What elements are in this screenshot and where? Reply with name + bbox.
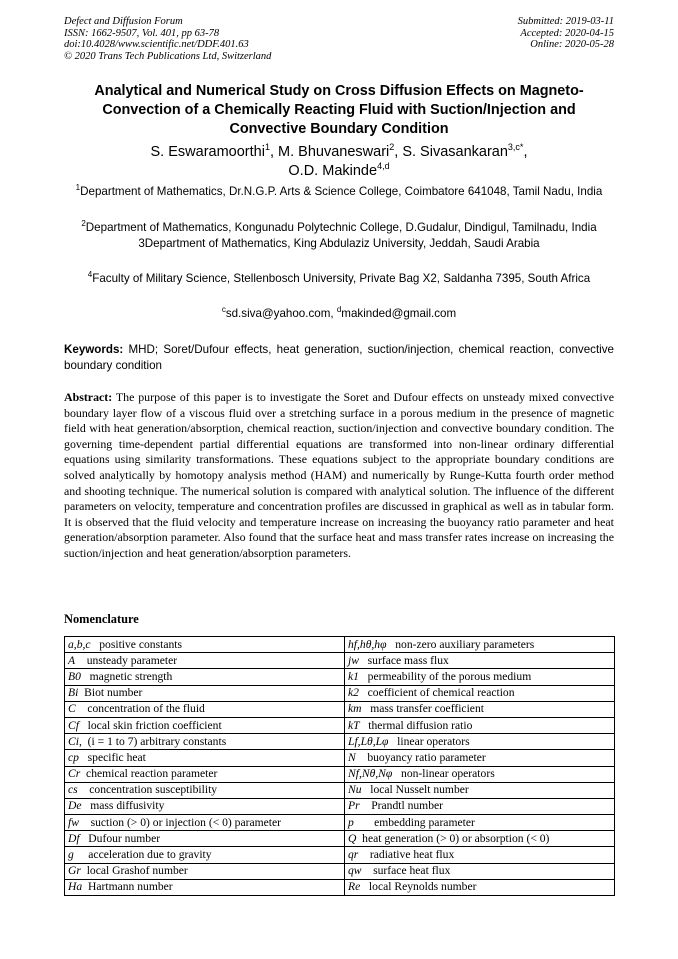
symbol-description: mass transfer coefficient xyxy=(361,702,484,716)
nomenclature-cell xyxy=(65,669,345,685)
table-row xyxy=(65,734,615,750)
nomenclature-cell xyxy=(345,863,615,879)
author-separator: , xyxy=(523,144,528,160)
symbol: cp xyxy=(68,750,79,764)
symbol-description: radiative heat flux xyxy=(358,848,455,862)
nomenclature-cell xyxy=(345,637,615,653)
symbol: cs xyxy=(68,783,78,797)
symbol-description: chemical reaction parameter xyxy=(80,767,218,781)
symbol: Nu xyxy=(348,783,362,797)
affiliation-text: Department of Mathematics, Dr.N.G.P. Arts & Science College, Coimbatore 641048, Tamil Nadu, India xyxy=(80,185,603,198)
symbol-description: coefficient of chemical reaction xyxy=(358,686,515,700)
symbol-description: local skin friction coefficient xyxy=(78,718,222,732)
nomenclature-cell xyxy=(65,685,345,701)
symbol-description: heat generation (> 0) or absorption (< 0) xyxy=(356,831,550,845)
email-address[interactable]: sd.siva@yahoo.com xyxy=(225,307,331,320)
symbol-description: positive constants xyxy=(90,637,183,651)
author-affil-sup: 3,c* xyxy=(507,142,524,153)
nomenclature-cell xyxy=(345,782,615,798)
accepted-date: Accepted: 2020-04-15 xyxy=(520,27,614,39)
nomenclature-cell xyxy=(345,831,615,847)
nomenclature-cell xyxy=(65,734,345,750)
journal-header xyxy=(64,16,271,62)
symbol-description: , (i = 1 to 7) arbitrary constants xyxy=(78,734,227,748)
symbol-description: thermal diffusion ratio xyxy=(359,718,473,732)
symbol: Ci xyxy=(68,734,79,748)
nomenclature-cell xyxy=(65,766,345,782)
symbol: Ha xyxy=(68,880,83,894)
symbol: Bi xyxy=(68,686,79,700)
nomenclature-body xyxy=(65,637,615,896)
table-row xyxy=(65,847,615,863)
symbol-description: concentration susceptibility xyxy=(77,783,218,797)
symbol: jw xyxy=(348,653,359,667)
symbol-description: buoyancy ratio parameter xyxy=(355,750,486,764)
nomenclature-cell xyxy=(65,637,345,653)
symbol-description: local Nusselt number xyxy=(361,783,469,797)
affiliation-2 xyxy=(64,220,614,251)
symbol: B0 xyxy=(68,669,81,683)
nomenclature-cell xyxy=(345,750,615,766)
symbol: Pr xyxy=(348,799,360,813)
author-name: , M. Bhuvaneswari xyxy=(269,144,390,160)
keywords-label: Keywords: xyxy=(64,343,124,356)
nomenclature-cell xyxy=(65,879,345,895)
nomenclature-cell xyxy=(65,782,345,798)
dates-header xyxy=(518,16,614,51)
symbol: C xyxy=(68,702,76,716)
nomenclature-cell xyxy=(65,847,345,863)
keywords-text: MHD; Soret/Dufour effects, heat generation, suction/injection, chemical reaction, convective boundary condition xyxy=(64,343,614,372)
affiliation-sup: 1 xyxy=(75,183,81,193)
nomenclature-table xyxy=(64,636,615,896)
nomenclature-cell xyxy=(65,750,345,766)
symbol-description: local Reynolds number xyxy=(360,880,477,894)
nomenclature-cell xyxy=(345,669,615,685)
table-row xyxy=(65,701,615,717)
nomenclature-cell xyxy=(65,798,345,814)
symbol: qr xyxy=(348,848,359,862)
symbol-description: Biot number xyxy=(78,686,143,700)
nomenclature-cell xyxy=(65,653,345,669)
symbol: Lf,Lθ,Lφ xyxy=(348,734,389,748)
table-row xyxy=(65,717,615,733)
nomenclature-cell xyxy=(345,717,615,733)
affiliation-sup: 4 xyxy=(87,270,93,280)
symbol-description: surface heat flux xyxy=(361,864,451,878)
table-row xyxy=(65,653,615,669)
symbol: Cf xyxy=(68,718,79,732)
symbol: k2 xyxy=(348,686,359,700)
author-affil-sup: 4,d xyxy=(377,161,390,172)
table-row xyxy=(65,863,615,879)
nomenclature-cell xyxy=(65,701,345,717)
symbol-description: local Grashof number xyxy=(80,864,188,878)
nomenclature-cell xyxy=(65,831,345,847)
symbol: A xyxy=(68,653,76,667)
email-address[interactable]: makinded@gmail.com xyxy=(341,307,457,320)
keywords-paragraph xyxy=(64,342,614,374)
symbol-description: acceleration due to gravity xyxy=(73,848,212,862)
table-row xyxy=(65,750,615,766)
abstract-paragraph xyxy=(64,390,614,562)
symbol-description: permeability of the porous medium xyxy=(358,669,532,683)
nomenclature-cell xyxy=(345,879,615,895)
nomenclature-cell xyxy=(345,815,615,831)
symbol: Nf,Nθ,Nφ xyxy=(348,767,393,781)
table-row xyxy=(65,879,615,895)
symbol: fw xyxy=(68,815,79,829)
symbol-description: Dufour number xyxy=(79,831,161,845)
symbol: Df xyxy=(68,831,80,845)
nomenclature-cell xyxy=(345,685,615,701)
journal-name: Defect and Diffusion Forum xyxy=(64,16,183,27)
symbol-description: mass diffusivity xyxy=(81,799,165,813)
symbol-description: non-zero auxiliary parameters xyxy=(386,637,535,651)
abstract-label: Abstract: xyxy=(64,390,113,404)
submitted-date: Submitted: 2019-03-11 xyxy=(517,16,614,27)
email-sup: c xyxy=(221,305,226,315)
symbol: De xyxy=(68,799,82,813)
affiliation-text: Faculty of Military Science, Stellenbosch University, Private Bag X2, Saldanha 7395, South Africa xyxy=(92,272,591,285)
author-name: O.D. Makinde xyxy=(288,163,378,179)
table-row xyxy=(65,685,615,701)
symbol-description: surface mass flux xyxy=(358,653,449,667)
journal-issn: ISSN: 1662-9507, Vol. 401, pp 63-78 xyxy=(64,27,220,39)
symbol-description: non-linear operators xyxy=(392,767,495,781)
author-list xyxy=(64,143,614,181)
nomenclature-cell xyxy=(345,734,615,750)
symbol: km xyxy=(348,702,362,716)
author-name: S. Eswaramoorthi xyxy=(150,144,265,160)
affiliation-1 xyxy=(64,184,614,200)
symbol-description: magnetic strength xyxy=(80,669,173,683)
nomenclature-cell xyxy=(65,815,345,831)
abstract-text: The purpose of this paper is to investigate the Soret and Dufour effects on unsteady mixed convective boundary layer flow of a viscous fluid over a stretching surface in a porous medium in the presence of magnetic field with heat generation/absorption, chemical reaction, suction/injection and convective boundary condition. The governing time-dependent partial differential equations are transformed into non-linear ordinary differential equations using similarity transformations. These equations subject to the appropriate boundary conditions are solved analytically by homotopy analysis method (HAM) and numerically by Runge-Kutta fourth order method and shooting technique. The numerical solution is compared with analytical solution. The influence of the different parameters on velocity, temperature and concentration profiles are discussed in graphical as well as in tabular form. It is observed that the fluid velocity and temperature increase on increasing the buoyancy ratio parameter and heat generation/absorption parameter. Also found that the surface heat and mass transfer rates increase on increasing the suction/injection and heat generation/absorption parameters. xyxy=(64,390,614,560)
affiliation-text: Department of Mathematics, Kongunadu Polytechnic College, D.Gudalur, Dindigul, Tamilnadu, India 3Department of Mathematics, King Abdulaziz University, Jeddah, Saudi Arabia xyxy=(85,221,597,250)
paper-title: Analytical and Numerical Study on Cross Diffusion Effects on Magneto-Convection of a Chemically Reacting Fluid with Suction/Injection and Convective Boundary Condition xyxy=(94,83,584,137)
symbol-description: Hartmann number xyxy=(82,880,173,894)
nomenclature-cell xyxy=(345,847,615,863)
nomenclature-cell xyxy=(345,798,615,814)
author-affil-sup: 1 xyxy=(264,142,270,153)
symbol: p xyxy=(348,815,354,829)
author-name: , S. Sivasankaran xyxy=(394,144,508,160)
email-line xyxy=(64,306,614,322)
affiliation-sup: 2 xyxy=(81,219,86,229)
symbol-description: specific heat xyxy=(78,750,146,764)
symbol: N xyxy=(348,750,356,764)
nomenclature-cell xyxy=(345,653,615,669)
symbol: hf,hθ,hφ xyxy=(348,637,387,651)
symbol: Q xyxy=(348,831,357,845)
nomenclature-cell xyxy=(65,863,345,879)
symbol-description: unsteady parameter xyxy=(75,653,178,667)
email-sup: d xyxy=(336,305,342,315)
table-row xyxy=(65,831,615,847)
symbol: kT xyxy=(348,718,360,732)
symbol: g xyxy=(68,848,74,862)
affiliation-3 xyxy=(64,271,614,287)
journal-doi: doi:10.4028/www.scientific.net/DDF.401.63 xyxy=(64,39,249,51)
symbol: Cr xyxy=(68,767,81,781)
table-row xyxy=(65,782,615,798)
email-separator: , xyxy=(330,307,337,320)
nomenclature-cell xyxy=(345,766,615,782)
symbol-description: concentration of the fluid xyxy=(75,702,205,716)
symbol: qw xyxy=(348,864,362,878)
nomenclature-heading: Nomenclature xyxy=(64,612,139,626)
symbol-description: linear operators xyxy=(388,734,470,748)
symbol-description: suction (> 0) or injection (< 0) parameter xyxy=(78,815,282,829)
table-row xyxy=(65,766,615,782)
symbol: k1 xyxy=(348,669,359,683)
symbol: Re xyxy=(348,880,361,894)
nomenclature-cell xyxy=(65,717,345,733)
online-date: Online: 2020-05-28 xyxy=(530,39,614,51)
table-row xyxy=(65,798,615,814)
nomenclature-cell xyxy=(345,701,615,717)
journal-copyright: © 2020 Trans Tech Publications Ltd, Switzerland xyxy=(64,50,272,62)
symbol-description: Prandtl number xyxy=(359,799,443,813)
symbol-description: embedding parameter xyxy=(353,815,475,829)
table-row xyxy=(65,815,615,831)
author-affil-sup: 2 xyxy=(389,142,395,153)
symbol: a,b,c xyxy=(68,637,91,651)
symbol: Gr xyxy=(68,864,81,878)
table-row xyxy=(65,669,615,685)
table-row xyxy=(65,637,615,653)
